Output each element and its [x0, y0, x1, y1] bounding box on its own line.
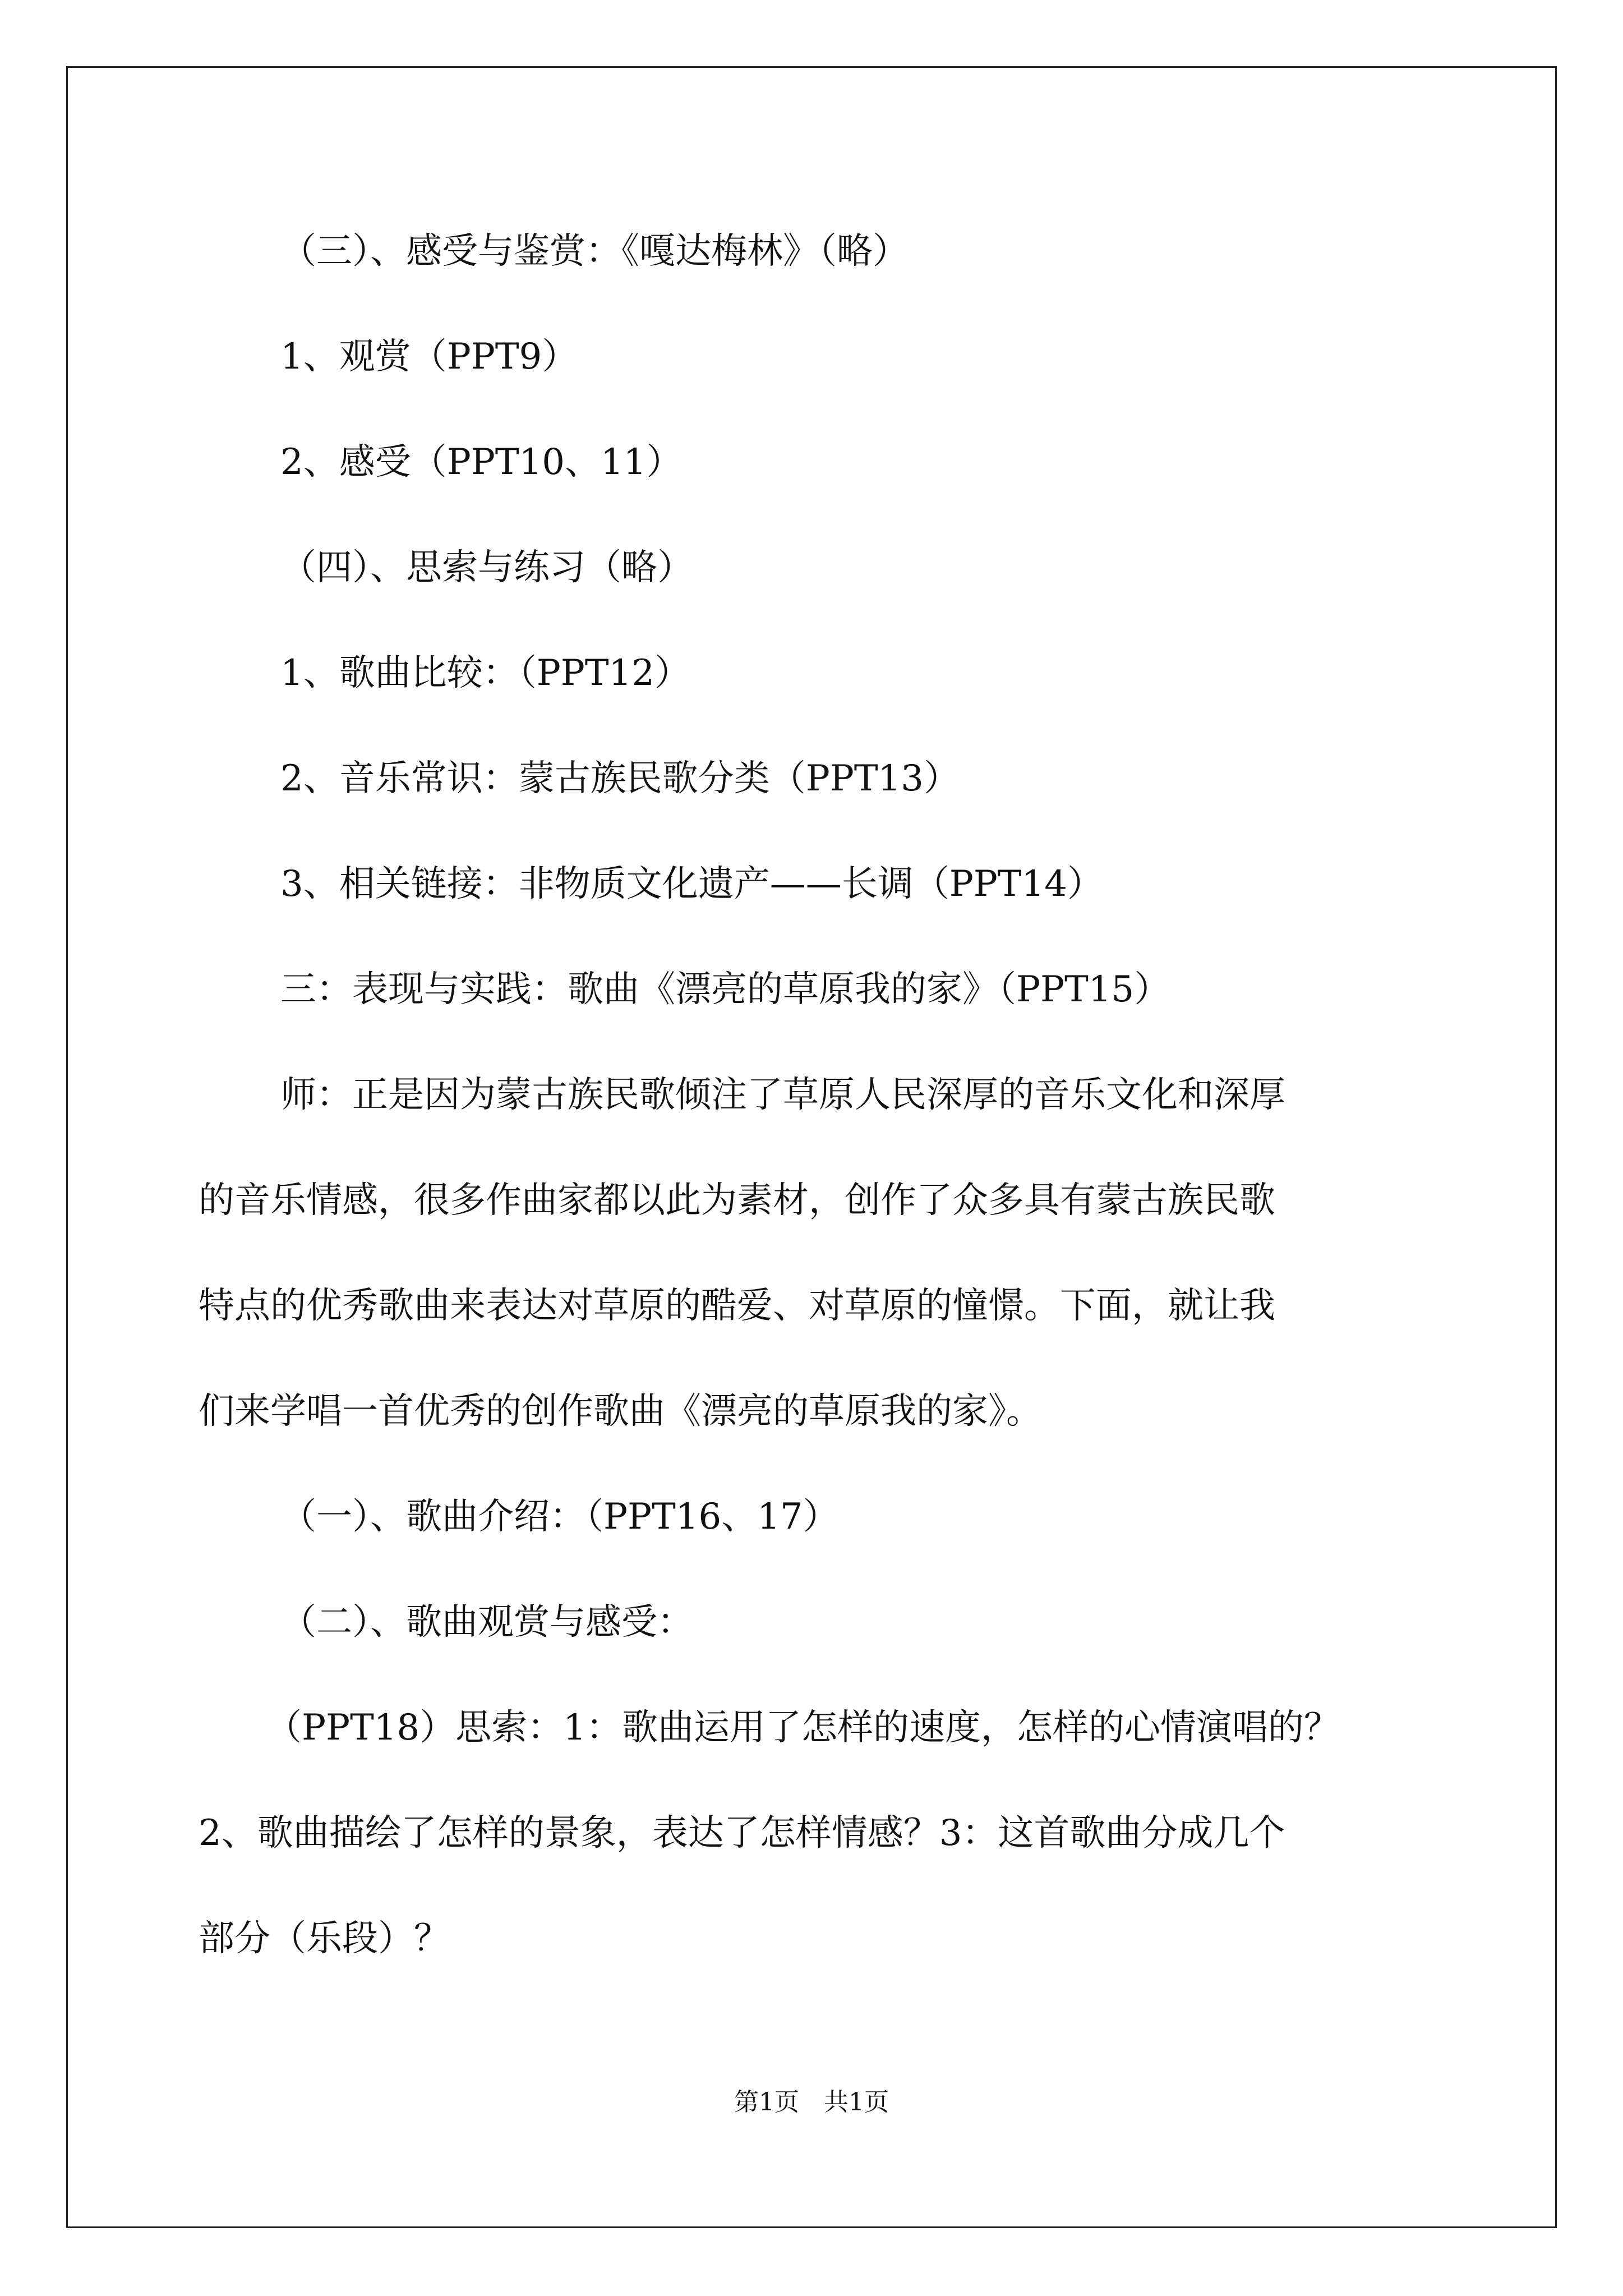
paragraph-line: （PPT18）思索：1：歌曲运用了怎样的速度，怎样的心情演唱的？	[266, 1707, 1340, 1749]
section-heading-practice: （四）、思索与练习（略）	[280, 547, 693, 588]
list-item: 1、观赏（PPT9）	[280, 336, 578, 378]
paragraph-line: 2、歌曲描绘了怎样的景象，表达了怎样情感？3：这首歌曲分成几个	[199, 1812, 1285, 1854]
paragraph-line: 们来学唱一首优秀的创作歌曲《漂亮的草原我的家》。	[199, 1391, 1042, 1432]
paragraph-line: 部分（乐段）？	[199, 1918, 450, 1959]
section-heading-intro: （一）、歌曲介绍：（PPT16、17）	[280, 1496, 839, 1538]
paragraph-line: 特点的优秀歌曲来表达对草原的酷爱、对草原的憧憬。下面，就让我	[199, 1285, 1275, 1327]
section-heading-performance: 三：表现与实践：歌曲《漂亮的草原我的家》（PPT15）	[280, 969, 1170, 1010]
list-item: 2、感受（PPT10、11）	[280, 441, 683, 483]
paragraph-line: 师：正是因为蒙古族民歌倾注了草原人民深厚的音乐文化和深厚	[280, 1074, 1285, 1116]
page-footer: 第1页 共1页	[734, 2088, 889, 2116]
list-item: 2、音乐常识：蒙古族民歌分类（PPT13）	[280, 758, 960, 799]
document-body	[199, 224, 1438, 1966]
list-item: 1、歌曲比较：（PPT12）	[280, 652, 690, 694]
paragraph-line: 的音乐情感，很多作曲家都以此为素材，创作了众多具有蒙古族民歌	[199, 1180, 1275, 1221]
section-heading-appreciation: （三）、感受与鉴赏：《嘎达梅林》（略）	[280, 231, 909, 272]
list-item: 3、相关链接：非物质文化遗产——长调（PPT14）	[280, 863, 1103, 905]
section-heading-listening: （二）、歌曲观赏与感受：	[280, 1602, 693, 1643]
